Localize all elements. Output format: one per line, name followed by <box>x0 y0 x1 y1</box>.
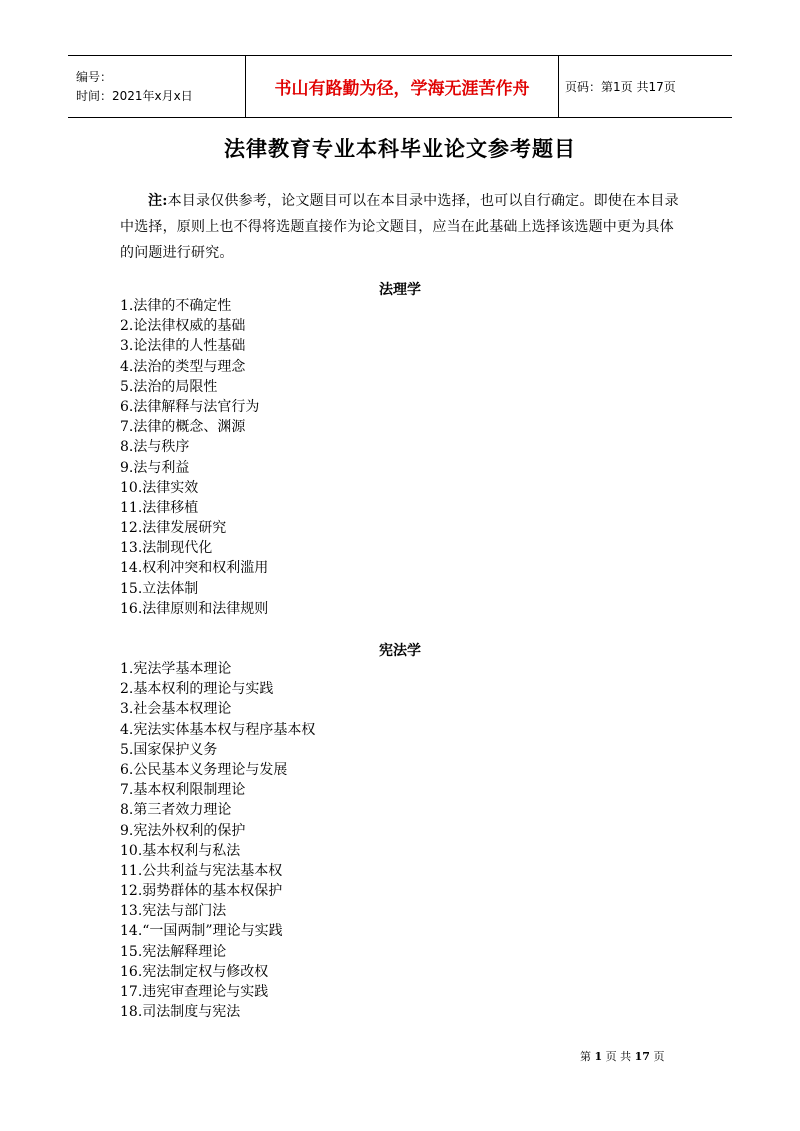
note-paragraph <box>120 188 680 266</box>
list-item: 3.论法律的人性基础 <box>120 338 246 355</box>
page-header <box>68 55 732 118</box>
serial-number-label: 编号： <box>76 69 113 84</box>
list-item: 13.宪法与部门法 <box>120 903 227 920</box>
footer-page-number: 1 <box>594 1050 603 1063</box>
list-item: 15.立法体制 <box>120 580 199 597</box>
section-title-constitutional-law: 宪法学 <box>379 643 421 659</box>
page-footer <box>580 1048 664 1064</box>
list-item: 4.宪法实体基本权与程序基本权 <box>120 721 316 738</box>
header-meta <box>68 56 246 118</box>
list-item: 7.基本权利限制理论 <box>120 782 246 799</box>
list-item: 8.法与秩序 <box>120 439 190 456</box>
list-item: 11.公共利益与宪法基本权 <box>120 862 283 879</box>
list-item: 3.社会基本权理论 <box>120 701 232 718</box>
footer-suffix: 页 <box>653 1050 665 1063</box>
header-page-info: 页码：第1页 共17页 <box>559 56 733 118</box>
list-item: 16.法律原则和法律规则 <box>120 600 269 617</box>
list-item: 1.宪法学基本理论 <box>120 661 232 677</box>
list-item: 9.宪法外权利的保护 <box>120 822 246 839</box>
list-item: 1.法律的不确定性 <box>120 298 232 314</box>
topic-list-constitutional-law <box>120 659 315 1022</box>
note-text: 本目录仅供参考，论文题目可以在本目录中选择，也可以自行确定。即使在本目录中选择，原则上也不得将选题直接作为论文题目，应当在此基础上选择该选题中更为具体的问题进行研究。 <box>120 193 679 261</box>
list-item: 6.公民基本义务理论与发展 <box>120 761 288 778</box>
date-label: 时间：2021年x月x日 <box>76 88 193 103</box>
list-item: 6.法律解释与法官行为 <box>120 398 260 415</box>
note-label: 注: <box>148 193 168 209</box>
footer-total-pages: 17 <box>634 1050 650 1063</box>
list-item: 5.法治的局限性 <box>120 378 218 395</box>
header-motto: 书山有路勤为径，学海无涯苦作舟 <box>246 56 559 118</box>
list-item: 10.基本权利与私法 <box>120 842 241 859</box>
list-item: 13.法制现代化 <box>120 540 213 557</box>
list-item: 5.国家保护义务 <box>120 741 218 758</box>
list-item: 11.法律移植 <box>120 499 199 516</box>
list-item: 7.法律的概念、渊源 <box>120 419 246 436</box>
list-item: 16.宪法制定权与修改权 <box>120 963 269 980</box>
list-item: 12.弱势群体的基本权保护 <box>120 883 283 900</box>
topic-list-jurisprudence <box>120 296 268 619</box>
list-item: 12.法律发展研究 <box>120 520 227 537</box>
list-item: 14.权利冲突和权利滥用 <box>120 560 269 577</box>
list-item: 14.“一国两制”理论与实践 <box>120 923 283 940</box>
list-item: 2.基本权利的理论与实践 <box>120 681 274 698</box>
list-item: 2.论法律权威的基础 <box>120 318 246 335</box>
list-item: 4.法治的类型与理念 <box>120 358 246 375</box>
footer-middle: 页 共 <box>605 1050 632 1063</box>
list-item: 10.法律实效 <box>120 479 199 496</box>
document-title: 法律教育专业本科毕业论文参考题目 <box>224 136 576 161</box>
section-title-jurisprudence: 法理学 <box>379 282 421 298</box>
list-item: 17.违宪审查理论与实践 <box>120 984 269 1000</box>
list-item: 8.第三者效力理论 <box>120 802 232 819</box>
list-item: 18.司法制度与宪法 <box>120 1004 241 1021</box>
list-item: 15.宪法解释理论 <box>120 943 227 960</box>
footer-prefix: 第 <box>580 1050 591 1063</box>
list-item: 9.法与利益 <box>120 459 190 476</box>
